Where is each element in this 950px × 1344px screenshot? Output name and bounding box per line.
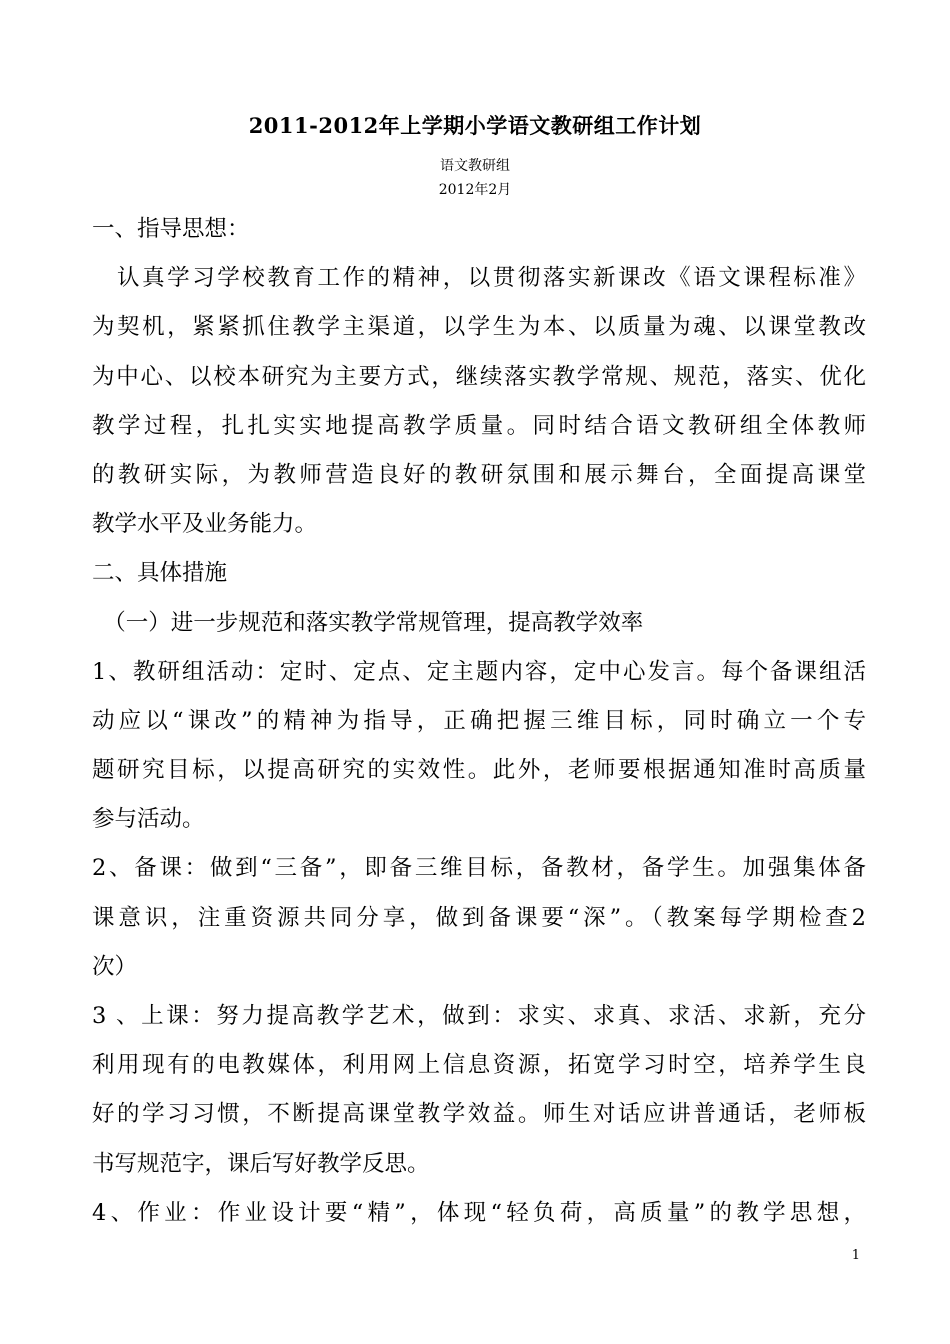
paragraph-line: 的教研实际，为教师营造良好的教研氛围和展示舞台，全面提高课堂 [92, 461, 866, 488]
item-line: 书写规范字，课后写好教学反思。 [92, 1150, 430, 1177]
item-line: 好的学习习惯，不断提高课堂教学效益。师生对话应讲普通话，老师板 [92, 1101, 866, 1128]
item-line: 题研究目标，以提高研究的实效性。此外，老师要根据通知准时高质量 [92, 757, 866, 784]
paragraph-line: 教学过程，扎扎实实地提高教学质量。同时结合语文教研组全体教师 [92, 412, 866, 439]
paragraph-line: 为中心、以校本研究为主要方式，继续落实教学常规、规范，落实、优化 [92, 363, 866, 390]
section-heading-measures: 二、具体措施 [92, 560, 228, 587]
item-line: 2、备课：做到“三备”，即备三维目标，备教材，备学生。加强集体备 [92, 855, 866, 882]
paragraph-line: 认真学习学校教育工作的精神，以贯彻落实新课改《语文课程标准》 [92, 265, 866, 292]
paragraph-line: 教学水平及业务能力。 [92, 511, 318, 538]
page-number: 1 [851, 1248, 860, 1263]
item-line: 课意识，注重资源共同分享，做到备课要“深”。（教案每学期检查2 [92, 904, 866, 931]
item-line: 次） [92, 953, 138, 980]
document-title: 2011-2012年上学期小学语文教研组工作计划 [248, 113, 702, 138]
document-author: 语文教研组 [440, 158, 510, 174]
item-line: 利用现有的电教媒体，利用网上信息资源，拓宽学习时空，培养学生良 [92, 1052, 866, 1079]
item-line: 动应以“课改”的精神为指导，正确把握三维目标，同时确立一个专 [92, 707, 866, 734]
item-line: 3 、上课：努力提高教学艺术，做到：求实、求真、求活、求新，充分 [92, 1003, 866, 1029]
subsection-heading: （一）进一步规范和落实教学常规管理，提高教学效率 [92, 609, 644, 636]
section-heading-guiding-thought: 一、指导思想： [92, 216, 250, 242]
paragraph-line: 为契机，紧紧抓住教学主渠道，以学生为本、以质量为魂、以课堂教改 [92, 314, 866, 341]
item-line: 4、作业：作业设计要“精”，体现“轻负荷，高质量”的教学思想， [92, 1199, 866, 1226]
document-body [92, 205, 866, 1238]
item-line: 1、教研组活动：定时、定点、定主题内容，定中心发言。每个备课组活 [92, 658, 866, 685]
item-line: 参与活动。 [92, 806, 205, 833]
document-date: 2012年2月 [438, 182, 512, 198]
